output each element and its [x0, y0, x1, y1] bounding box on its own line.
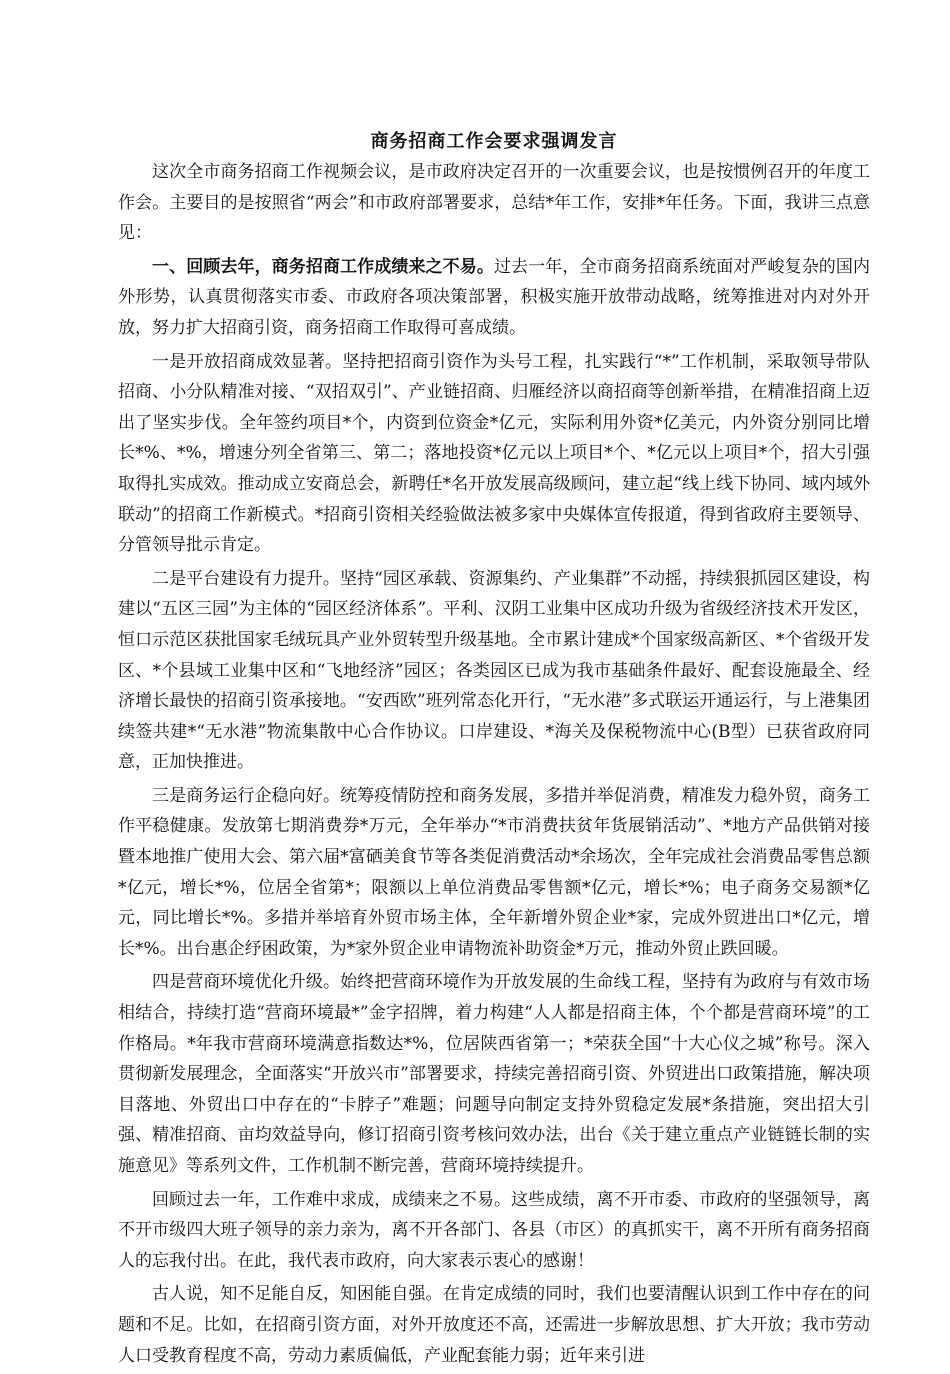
paragraph-text: 四是营商环境优化升级。始终把营商环境作为开放发展的生命线工程，坚持有为政府与有效市场相结合，持续打造“营商环境最*”金字招牌，着力构建“人人都是招商主体，个个都是营商环境”的工作格局。*年我市营商环境满意指数达*%，位居陕西省第一；*荣获全国“十大心仪之城”称号。深入贯彻新发展理念，全面落实“开放兴市”部署要求，持续完善招商引资、外贸进出口政策措施，解决项目落地、外贸出口中存在的“卡脖子”难题；问题导向制定支持外贸稳定发展*条措施，突出招大引强、精准招商、亩均效益导向，修订招商引资考核问效办法，出台《关于建立重点产业链链长制的实施意见》等系列文件，工作机制不断完善，营商环境持续提升。 [118, 972, 870, 1176]
paragraph-text: 回顾过去一年，工作难中求成，成绩来之不易。这些成绩，离不开市委、市政府的坚强领导，离不开市级四大班子领导的亲力亲为，离不开各部门、各县（市区）的真抓实干，离不开所有商务招商人的忘我付出。在此，我代表市政府，向大家表示衷心的感谢！ [118, 1189, 870, 1271]
paragraph-shortcomings [118, 1279, 870, 1371]
paragraph-text: 三是商务运行企稳向好。统筹疫情防控和商务发展，多措并举促消费，精准发力稳外贸，商务工作平稳健康。发放第七期消费券*万元，全年举办“*市消费扶贫年货展销活动”、*地方产品供销对接暨本地推广使用大会、第六届*富硒美食节等各类促消费活动*余场次，全年完成社会消费品零售总额*亿元，增长*%，位居全省第*；限额以上单位消费品零售额*亿元，增长*%；电子商务交易额*亿元，同比增长*%。多措并举培育外贸市场主体，全年新增外贸企业*家，完成外贸进出口*亿元，增长*%。出台惠企纾困政策，为*家外贸企业申请物流补助资金*万元，推动外贸止跌回暖。 [118, 785, 870, 959]
paragraph-section-one [118, 252, 870, 344]
paragraph-text: 古人说，知不足能自反，知困能自强。在肯定成绩的同时，我们也要清醒认识到工作中存在的问题和不足。比如，在招商引资方面，对外开放度还不高，还需进一步解放思想、扩大开放；我市劳动人口受教育程度不高，劳动力素质偏低，产业配套能力弱；近年来引进 [118, 1284, 870, 1366]
section-heading: 一、回顾去年，商务招商工作成绩来之不易。 [152, 256, 494, 277]
paragraph-intro [118, 157, 870, 249]
document-title: 商务招商工作会要求强调发言 [370, 131, 618, 152]
paragraph-point-three [118, 781, 870, 965]
paragraph-text: 过去一年，全市商务招商系统面对严峻复杂的国内外形势，认真贯彻落实市委、市政府各项决策部署，积极实施开放带动战略，统筹推进对内对外开放，努力扩大招商引资，商务招商工作取得可喜成绩。 [118, 256, 871, 338]
paragraph-review [118, 1185, 870, 1277]
paragraph-text: 二是平台建设有力提升。坚持“园区承载、资源集约、产业集群”不动摇，持续狠抓园区建设，构建以“五区三园”为主体的“园区经济体系”。平利、汉阴工业集中区成功升级为省级经济技术开发区，恒口示范区获批国家毛绒玩具产业外贸转型升级基地。全市累计建成*个国家级高新区、*个省级开发区、*个县域工业集中区和“飞地经济”园区；各类园区已成为我市基础条件最好、配套设施最全、经济增长最快的招商引资承接地。“安西欧”班列常态化开行，“无水港”多式联运开通运行，与上港集团续签共建*“无水港”物流集散中心合作协议。口岸建设、*海关及保税物流中心(B型）已获省政府同意，正加快推进。 [118, 568, 870, 773]
paragraph-point-four [118, 967, 870, 1181]
paragraph-point-one [118, 347, 870, 561]
paragraph-text: 这次全市商务招商工作视频会议，是市政府决定召开的一次重要会议，也是按惯例召开的年度工作会。主要目的是按照省“两会”和市政府部署要求，总结*年工作，安排*年任务。下面，我讲三点意见： [118, 162, 870, 244]
paragraph-point-two [118, 564, 870, 778]
document-body [118, 157, 870, 1374]
paragraph-text: 一是开放招商成效显著。坚持把招商引资作为头号工程，扎实践行“*”工作机制，采取领导带队招商、小分队精准对接、“双招双引”、产业链招商、归雁经济以商招商等创新举措，在精准招商上迈出了坚实步伐。全年签约项目*个，内资到位资金*亿元，实际利用外资*亿美元，内外资分别同比增长*%、*%，增速分列全省第三、第二；落地投资*亿元以上项目*个、*亿元以上项目*个，招大引强取得扎实成效。推动成立安商总会，新聘任*名开放发展高级顾问，建立起“线上线下协同、域内域外联动”的招商工作新模式。*招商引资相关经验做法被多家中央媒体宣传报道，得到省政府主要领导、分管领导批示肯定。 [118, 351, 870, 556]
